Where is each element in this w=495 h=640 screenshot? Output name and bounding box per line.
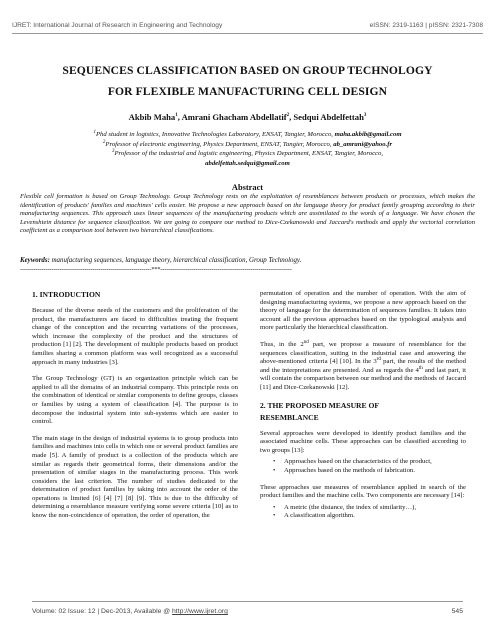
abstract-body: Flexible cell formation is based on Group Technology. Group Technology rests on the exploitation of resemblances between products or processes, which makes the identification of products' families and machines' cells easier. We propose a new approach based on the language theory for product family grouping according to their manufacturing sequences. This approach uses linear sequences of the manufacturing products which are assimilated to the words of a language. We have chosen the Levenshtein distance for sequence classification. We are going to compare our method to Dice-Czekanowski and Jaccard's methods and apply the vectorial correlation coefficient as a comparison tool between two hierarchical classifications. — [20, 193, 475, 235]
header-rule — [12, 33, 483, 34]
author-1-sup: 1 — [175, 113, 178, 119]
affiliation-1 — [22, 130, 473, 140]
paragraph: The Group Technology (GT) is an organization principle which can be applied to all the domains of an industrial company. This principle rests on the combination of identical or similar components to define groups, classes or families by using a system of classification [4]. The purpose is to decompose the industrial system into sub-systems which are easier to control. — [32, 375, 238, 426]
ordinal-sup: rd — [376, 356, 381, 362]
footer-volume-text: Volume: 02 Issue: 12 | Dec-2013, Available @ — [32, 608, 173, 615]
affiliation-3-sup: 3 — [111, 148, 115, 154]
footer-volume — [32, 608, 228, 615]
text-run: part, the results of the method and the interpretations are presented. And as regards the 4 — [260, 358, 466, 374]
list-item: • Approaches based on the characteristics of the product, — [284, 458, 466, 467]
section-heading-measure: 2. THE PROPOSED MEASURE OF — [260, 400, 380, 410]
affiliations — [22, 130, 473, 168]
text-run: Thus, in the 2 — [260, 340, 304, 348]
keywords — [20, 257, 475, 264]
affiliation-3-email-line — [22, 159, 473, 169]
email-link-1[interactable]: maha.akbib@gmail.com — [334, 131, 402, 138]
paragraph: Several approaches were developed to identify product families and the associated machine cells. These approaches can be classified according to two groups [13]: — [260, 429, 466, 454]
keywords-text: manufacturing sequences, language theory, hierarchical classification, Group Technology. — [49, 257, 302, 264]
paper-title-line-1: SEQUENCES CLASSIFICATION BASED ON GROUP TECHNOLOGY — [62, 64, 433, 77]
section-heading-measure-cont: RESEMBLANCE — [260, 412, 319, 422]
affiliation-1-text: Phd student in logistics, Innovative Technologies Laboratory, ENSAT, Tangier, Morocco, — [95, 131, 335, 138]
text-run: part, we propose a measure of resemblance for the sequences classification, suiting in the industrial case and answering the above-mentioned criteria [4] [10]. In the 3 — [260, 340, 466, 366]
abstract-heading: Abstract — [231, 183, 264, 192]
affiliation-3-text: Professor of the industrial and logistic engineering, Physics Department, ENSAT, Tangier, Morocco, — [114, 150, 384, 158]
journal-name: IJRET: International Journal of Research in Engineering and Technology — [12, 22, 223, 29]
affiliation-2-sup: 2 — [102, 139, 106, 145]
author-2-sup: 2 — [286, 113, 290, 119]
keywords-label: Keywords: — [20, 257, 50, 264]
author-1: Akbib Maha — [128, 112, 176, 122]
paragraph: Because of the diverse needs of the customers and the proliferation of the product, the manufacturers are faced to difficulties treating the frequent change of the conception and the recurring variations of the processes, which increase the complexity of the product and the structures of production [1] [2]. The development of multiple products based on product families sharing a common platform was well recognized as a successful approach in many industries [3]. — [32, 307, 238, 366]
affiliation-2-text: Professor of electronic engineering, Physics Department, ENSAT, Tangier, Morocco, — [105, 140, 334, 148]
paper-title-line-2: FOR FLEXIBLE MANUFACTURING CELL DESIGN — [107, 85, 388, 98]
right-column — [260, 290, 466, 529]
author-3: Sedqui Abdelfettah — [293, 112, 364, 122]
affiliation-2 — [22, 140, 473, 150]
bullet-list-approaches — [260, 458, 466, 475]
text-run: and last part, it will contain the comparison between our method and the methods of Jaccard [11] and Dice-Czekanowski [12]. — [260, 366, 467, 391]
section-separator: -------------------------------------------------------------------***------------------------------------------------------------------- — [20, 266, 292, 273]
list-item: • Approaches based on the methods of fabrication. — [284, 467, 466, 476]
paragraph: These approaches use measures of resemblance applied in search of the product families and the machine cells. Two components are necessary [14]: — [260, 483, 466, 500]
paragraph: The main stage in the design of industrial systems is to group products into families and machines into cells in which one or several product families are made [5]. A family of product is a collection of the products which are similar as regards their geometrical forms, their dimensions and/or the presentation of similar stages in the manufacturing process. This work considers the last criterion. The number of studies dedicated to the determination of product families by taking into account the order of the operations is limited [6] [4] [7] [8] [9]. This is due to the difficulty of determining a resemblance measure verifying some severe criteria [10] as to know the non-coincidence of operation, the order of operation, the — [32, 434, 238, 520]
paragraph — [260, 341, 466, 393]
affiliation-3 — [22, 149, 473, 159]
list-item: • A metric (the distance, the index of similarity…), — [284, 504, 466, 513]
author-2: Amrani Ghacham Abdellatif — [181, 112, 287, 122]
author-list: Akbib Maha$^1$, Amrani Ghacham Abdellatif$^2$, Sedqui Abdelfettah$^3$ — [128, 112, 367, 122]
bullet-list-components — [260, 504, 466, 521]
left-column — [32, 290, 238, 529]
ordinal-sup: nd — [303, 339, 309, 345]
issn: eISSN: 2319-1163 | pISSN: 2321-7308 — [369, 22, 483, 29]
email-link-3[interactable]: abdelfettah.sedqui@gmail.com — [205, 159, 290, 167]
ordinal-sup: th — [418, 365, 423, 371]
affiliation-1-sup: 1 — [93, 129, 96, 135]
list-item: • A classification algorithm. — [284, 512, 466, 521]
email-link-2[interactable]: ab_amrani@yahoo.fr — [333, 140, 393, 148]
paragraph: permutation of operation and the number of operation. With the aim of designing manufacturing systems, we propose a new approach based on the theory of language for the determination of sequences families. It takes into account all the previous approaches based on the typological analysis and more particularly the hierarchical classification. — [260, 290, 466, 332]
page-number: 545 — [451, 608, 463, 615]
author-3-sup: 3 — [363, 113, 367, 119]
journal-url-link[interactable]: http://www.ijret.org — [172, 608, 228, 615]
page-footer — [32, 601, 463, 615]
section-heading-introduction: 1. INTRODUCTION — [32, 290, 101, 299]
running-header — [12, 22, 483, 29]
